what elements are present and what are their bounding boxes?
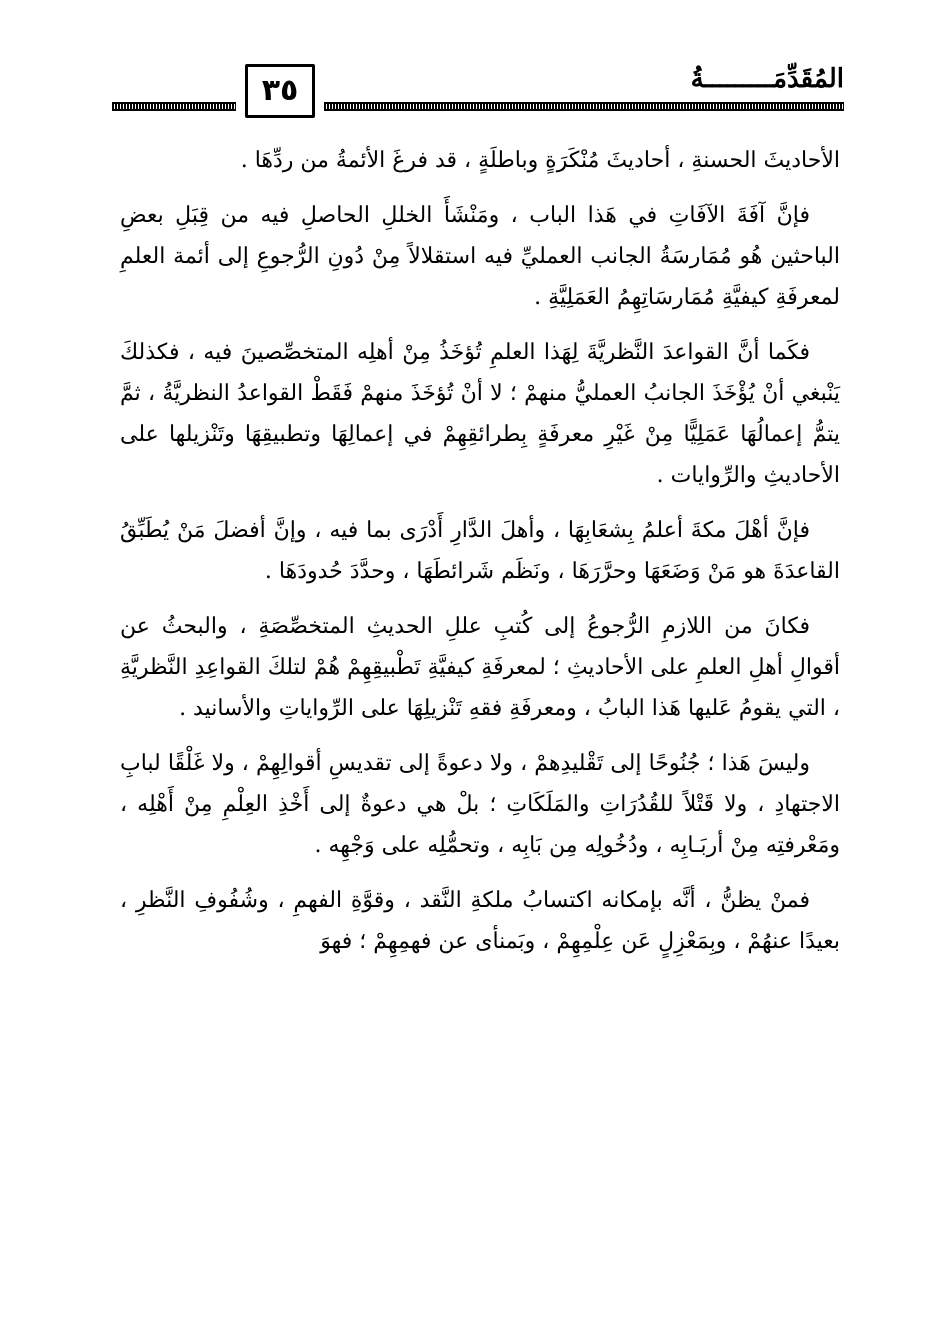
chapter-title: المُقَدِّمَـــــــــةُ [690, 64, 844, 94]
paragraph: فكانَ من اللازمِ الرُّجوعُ إلى كُتبِ عللِ الحديثِ المتخصِّصَةِ ، والبحثُ عن أقوالِ أهلِ العلمِ على الأحاديثِ ؛ لمعرفَةِ كيفيَّةِ تَطْبيقِهِمْ هُمْ لتلكَ القواعِدِ النَّظريَّةِ ، التي يقومُ عَليها هَذا البابُ ، ومعرفَةِ فقهِ تَنْزيلِهَا على الرِّواياتِ والأسانيد . [120, 614, 840, 721]
paragraph: وليسَ هَذا ؛ جُنُوحًا إلى تَقْليدِهمْ ، ولا دعوةً إلى تقديسِ أقوالِهِمْ ، ولا غَلْقًا لبابِ الاجتهادِ ، ولا قَتْلاً للقُدُرَاتِ والمَلَكَاتِ ؛ بلْ هي دعوةٌ إلى أَخْذِ العِلْمِ مِنْ أَهْلِه ، ومَعْرفتِه مِنْ أربَـابِه ، ودُخُولِه مِن بَابِه ، وتحمُّلِه على وَجْهِه . [120, 751, 840, 858]
paragraph: فإنَّ آفَةَ الآفَاتِ في هَذا الباب ، ومَنْشَأَ الخللِ الحاصلِ فيه من قِبَلِ بعضِ الباحثين هُو مُمَارسَةُ الجانب العمليِّ فيه استقلالاً مِنْ دُونِ الرُّجوعِ إلى أئمة العلمِ لمعرفَةِ كيفيَّةِ مُمَارسَاتِهِمُ العَمَلِيَّةِ . [120, 203, 840, 310]
paragraph: فكَما أنَّ القواعدَ النَّظريَّةَ لِهَذا العلمِ تُؤخَذُ مِنْ أهلِه المتخصِّصينَ فيه ، فكذلكَ يَنْبغي أنْ يُؤْخَذَ الجانبُ العمليُّ منهمْ ؛ لا أنْ تُؤخَذَ منهمْ فَقَطْ القواعدُ النظريَّةُ ، ثمَّ يتمُّ إعمالُهَا عَمَلِيًّا مِنْ غَيْرِ معرفَةٍ بِطرائقِهِمْ في إعمالِهَا وتطبيقِهَا وتَنْزيلها على الأحاديثِ والرِّوايات . [120, 340, 840, 488]
body-text [120, 140, 840, 976]
paragraph: الأحاديثَ الحسنةِ ، أحاديثَ مُنْكَرَةٍ وباطلَةٍ ، قد فرغَ الأئمةُ من ردِّهَا . [240, 148, 840, 173]
paragraph: فإنَّ أهْلَ مكةَ أعلمُ بِشعَابِهَا ، وأهلَ الدَّارِ أَدْرَى بما فيه ، وإنَّ أفضلَ مَنْ يُطَبِّقُ القاعدَةَ هو مَنْ وَضَعَهَا وحرَّرَهَا ، ونَظَم شَرائطَهَا ، وحدَّدَ حُدودَهَا . [120, 518, 840, 584]
header-rule-left [112, 102, 236, 111]
running-header [112, 62, 844, 132]
header-rule-right [324, 102, 844, 111]
page-number-box [245, 64, 315, 118]
page-number: ٣٥ [261, 73, 299, 108]
paragraph: فمنْ يظنُّ ، أنَّه بإمكانه اكتسابُ ملكةِ النَّقد ، وقوَّةِ الفهمِ ، وشُفُوفِ النَّظرِ ، بعيدًا عنهُمْ ، وبِمَعْزِلٍ عَن عِلْمِهِمْ ، وبَمنأى عن فهمِهِمْ ؛ فهوَ [120, 888, 840, 954]
